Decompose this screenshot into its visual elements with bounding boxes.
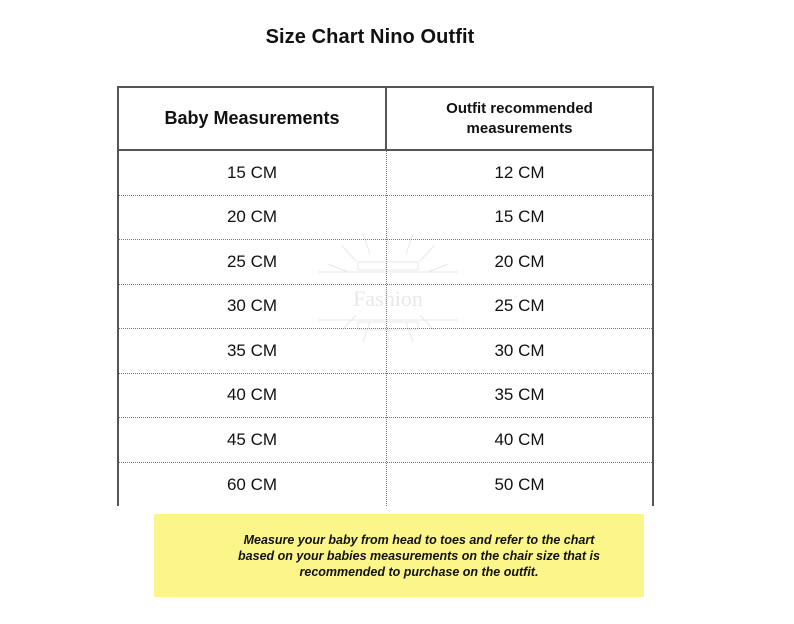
- table-body: [119, 151, 652, 507]
- table-row: [119, 329, 652, 374]
- header-baby-measurements: Baby Measurements: [164, 108, 340, 128]
- page-title: Size Chart Nino Outfit: [265, 26, 475, 48]
- table-row: [119, 240, 652, 285]
- svg-text:Fashion: Fashion: [353, 286, 423, 311]
- table-row: [119, 285, 652, 330]
- outfit-measurement-cell: 15 CM: [494, 207, 545, 227]
- table-row: [119, 418, 652, 463]
- outfit-measurement-cell: 20 CM: [494, 251, 545, 271]
- table-header-row: [119, 88, 652, 151]
- outfit-measurement-cell: 25 CM: [494, 296, 545, 316]
- outfit-measurement-cell: 12 CM: [494, 162, 545, 182]
- outfit-measurement-cell: 35 CM: [494, 385, 545, 405]
- table-row: [119, 196, 652, 241]
- baby-measurement-cell: 60 CM: [226, 474, 278, 494]
- table-row: [119, 463, 652, 508]
- outfit-measurement-cell: 50 CM: [494, 474, 545, 494]
- outfit-measurement-cell: 30 CM: [494, 340, 545, 360]
- baby-measurement-cell: 20 CM: [226, 207, 278, 227]
- outfit-measurement-cell: 40 CM: [494, 429, 545, 449]
- size-chart-table: [117, 86, 654, 506]
- baby-measurement-cell: 25 CM: [226, 251, 278, 271]
- baby-measurement-cell: 35 CM: [226, 340, 278, 360]
- instruction-text: Measure your baby from head to toes and refer to the chart based on your babies measurements on the chair size that is recommended to purchase on the outfit.: [238, 532, 600, 579]
- instruction-note: [154, 514, 644, 597]
- header-outfit-measurements: Outfit recommended measurements: [446, 99, 593, 137]
- baby-measurement-cell: 45 CM: [226, 429, 278, 449]
- table-row: [119, 151, 652, 196]
- table-row: [119, 374, 652, 419]
- baby-measurement-cell: 30 CM: [226, 296, 278, 316]
- baby-measurement-cell: 40 CM: [226, 385, 278, 405]
- baby-measurement-cell: 15 CM: [226, 162, 278, 182]
